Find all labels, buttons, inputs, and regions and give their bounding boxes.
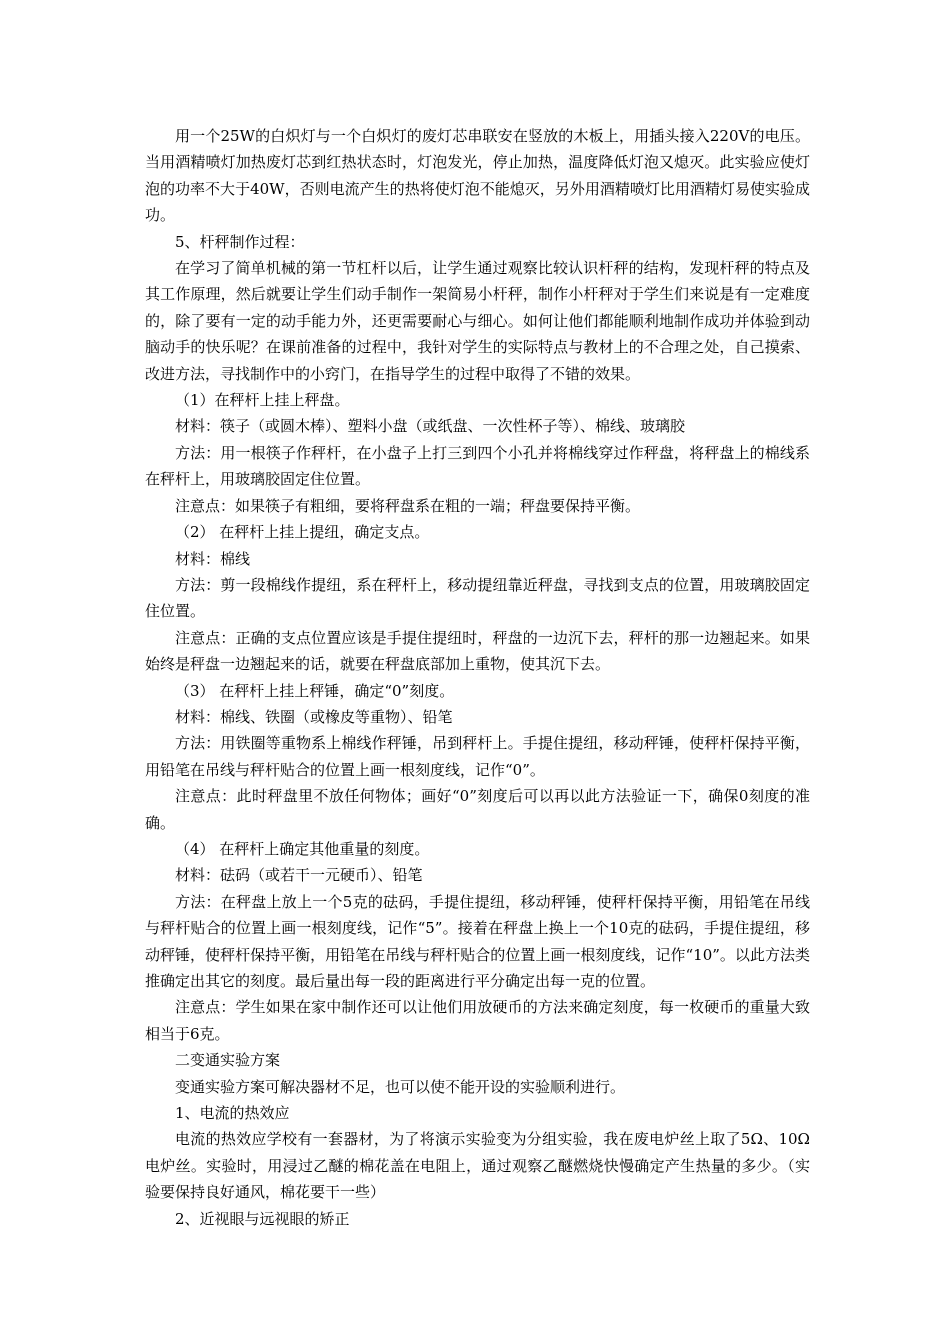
- step-1-note: 注意点：如果筷子有粗细，要将秤盘系在粗的一端；秤盘要保持平衡。: [175, 496, 641, 515]
- step-3-materials: 材料：棉线、铁圈（或橡皮等重物）、铅笔: [175, 707, 453, 726]
- paragraph-heat-effect: 电流的热效应学校有一套器材，为了将演示实验变为分组实验，我在废电炉丝上取了5Ω、10Ω电炉丝。实验时，用浸过乙醚的棉花盖在电阻上，通过观察乙醚燃烧快慢确定产生热量的多少。（实验要保持良好通风，棉花要干一些）: [145, 1130, 810, 1202]
- step-4-materials: 材料：砝码（或若干一元硬币）、铅笔: [175, 866, 423, 885]
- step-3-method: 方法：用铁圈等重物系上棉线作秤锤，吊到秤杆上。手提住提纽，移动秤锤，使秤杆保持平衡，用铅笔在吊线与秤杆贴合的位置上画一根刻度线，记作“0”。: [145, 734, 810, 779]
- section-heading-alternative-plans: 二变通实验方案: [175, 1051, 281, 1070]
- step-4-title: （4） 在秤杆上确定其他重量的刻度。: [175, 839, 430, 858]
- step-2-title: （2） 在秤杆上挂上提纽，确定支点。: [175, 523, 430, 542]
- step-4-note: 注意点：学生如果在家中制作还可以让他们用放硬币的方法来确定刻度，每一枚硬币的重量大致相当于6克。: [145, 998, 810, 1043]
- heading-steelyard-process: 5、杆秤制作过程：: [175, 232, 305, 251]
- document-page: [145, 123, 810, 1232]
- step-2-materials: 材料：棉线: [175, 549, 251, 568]
- step-3-title: （3） 在秤杆上挂上秤锤，确定“0”刻度。: [175, 681, 455, 700]
- step-2-method: 方法：剪一段棉线作提纽，系在秤杆上，移动提纽靠近秤盘，寻找到支点的位置，用玻璃胶固定住位置。: [145, 575, 810, 621]
- step-4-method: 方法：在秤盘上放上一个5克的砝码，手提住提纽，移动秤锤，使秤杆保持平衡，用铅笔在吊线与秤杆贴合的位置上画一根刻度线，记作“5”。接着在秤盘上换上一个10克的砝码，手提住提纽，移动秤锤，使秤杆保持平衡，用铅笔在吊线与秤杆贴合的位置上画一根刻度线，记作“10”。以此方法类推确定出其它的刻度。最后量出每一段的距离进行平分确定出每一克的位置。: [145, 892, 810, 990]
- step-1-title: （1）在秤杆上挂上秤盘。: [175, 391, 350, 410]
- heading-heat-effect: 1、电流的热效应: [175, 1104, 290, 1123]
- step-1-materials: 材料：筷子（或圆木棒）、塑料小盘（或纸盘、一次性杯子等）、棉线、玻璃胶: [175, 417, 686, 436]
- step-2-note: 注意点：正确的支点位置应该是手提住提纽时，秤盘的一边沉下去，秤杆的那一边翘起来。如果始终是秤盘一边翘起来的话，就要在秤盘底部加上重物，使其沉下去。: [145, 628, 810, 674]
- step-1-method: 方法：用一根筷子作秤杆，在小盘子上打三到四个小孔并将棉线穿过作秤盘，将秤盘上的棉线系在秤杆上，用玻璃胶固定住位置。: [145, 443, 810, 489]
- step-3-note: 注意点：此时秤盘里不放任何物体；画好“0”刻度后可以再以此方法验证一下，确保0刻度的准确。: [145, 787, 810, 832]
- paragraph-steelyard-intro: 在学习了简单机械的第一节杠杆以后，让学生通过观察比较认识杆秤的结构，发现杆秤的特点及其工作原理，然后就要让学生们动手制作一架简易小杆秤，制作小杆秤对于学生们来说是有一定难度的，除了要有一定的动手能力外，还更需要耐心与细心。如何让他们都能顺利地制作成功并体验到动脑动手的快乐呢？在课前准备的过程中，我针对学生的实际特点与教材上的不合理之处，自己摸索、改进方法，寻找制作中的小窍门，在指导学生的过程中取得了不错的效果。: [145, 259, 810, 383]
- paragraph-lamp-experiment: 用一个25W的白炽灯与一个白炽灯的废灯芯串联安在竖放的木板上，用插头接入220V的电压。当用酒精喷灯加热废灯芯到红热状态时，灯泡发光，停止加热，温度降低灯泡又熄灭。此实验应使灯泡的功率不大于40W，否则电流产生的热将使灯泡不能熄灭，另外用酒精喷灯比用酒精灯易使实验成功。: [145, 127, 810, 225]
- heading-eye-correction: 2、近视眼与远视眼的矫正: [175, 1209, 350, 1228]
- paragraph-alternative-intro: 变通实验方案可解决器材不足，也可以使不能开设的实验顺利进行。: [175, 1077, 626, 1096]
